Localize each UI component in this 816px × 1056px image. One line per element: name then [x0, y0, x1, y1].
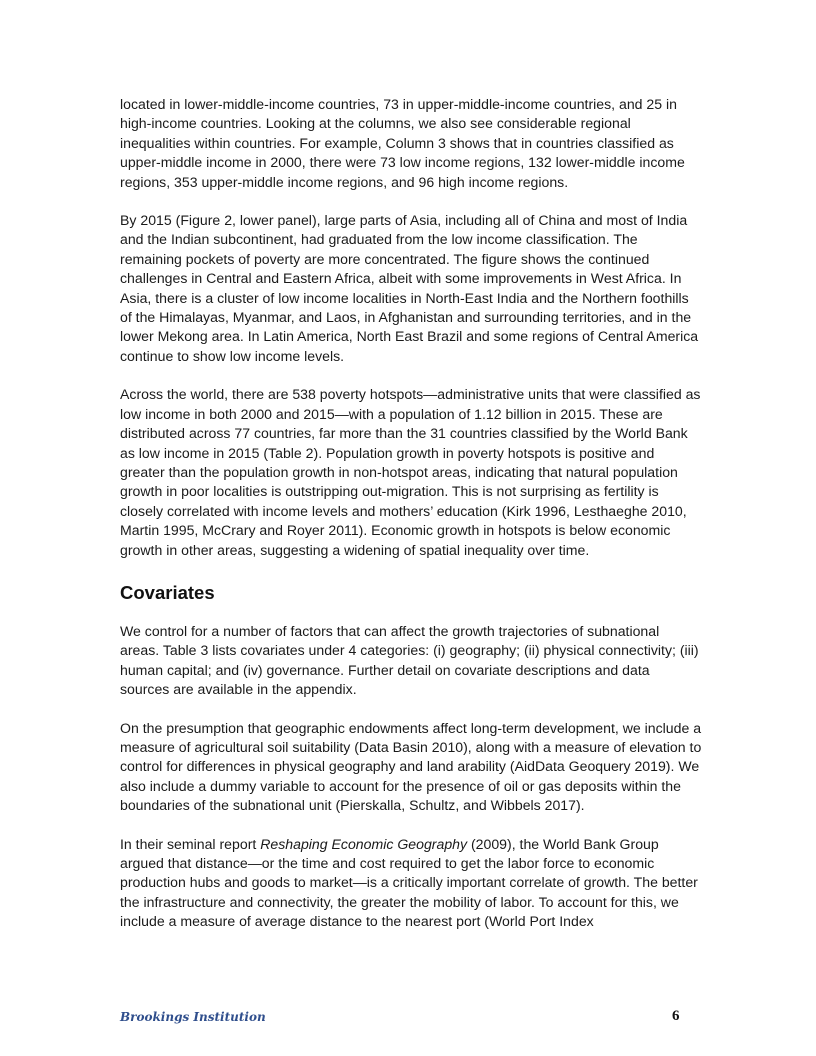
- section-heading-covariates: Covariates: [120, 581, 215, 603]
- report-title: Reshaping Economic Geography: [260, 835, 468, 852]
- paragraph-text-before-title: In their seminal report: [120, 835, 261, 852]
- footer-brand: Brookings Institution: [120, 1010, 266, 1024]
- paragraph-geographic-endowments: On the presumption that geographic endowments affect long-term development, we include a measure of agricultural soil suitability (Data Basin 2010), along with a measure of elevation to control for differences in physical geography and land arability (AidData Geoquery 2019). We also include a dummy variable to account for the presence of oil or gas deposits within the boundaries of the subnational unit (Pierskalla, Schultz, and Wibbels 2017).: [120, 719, 702, 814]
- paragraph-poverty-hotspots: Across the world, there are 538 poverty hotspots—administrative units that were classified as low income in both 2000 and 2015—with a population of 1.12 billion in 2015. These are distributed across 77 countries, far more than the 31 countries classified by the World Bank as low income in 2015 (Table 2). Population growth in poverty hotspots is positive and greater than the population growth in non-hotspot areas, indicating that natural population growth in poor localities is outstripping out-migration. This is not surprising as fertility is closely correlated with income levels and mothers’ education (Kirk 1996, Lesthaeghe 2010, Martin 1995, McCrary and Royer 2011). Economic growth in hotspots is below economic growth in other areas, suggesting a widening of spatial inequality over time.: [120, 386, 701, 558]
- page-number: 6: [672, 1008, 680, 1024]
- paragraph-regional-inequalities: located in lower-middle-income countries, 73 in upper-middle-income countries, and 25 in high-income countries. Looking at the columns, we also see considerable regional inequalities within countries. For example, Column 3 shows that in countries classified as upper-middle income in 2000, there were 73 low income regions, 132 lower-middle income regions, 353 upper-middle income regions, and 96 high income regions.: [120, 96, 685, 190]
- paragraph-text-after-title: (2009), the World Bank Group argued that distance—or the time and cost required to get the labor force to economic production hubs and goods to market—is a critically important correlate of growth. The better the infrastructure and connectivity, the greater the mobility of labor. To account for this, we include a measure of average distance to the nearest port (World Port Index: [120, 835, 698, 930]
- paragraph-covariate-categories: We control for a number of factors that can affect the growth trajectories of subnational areas. Table 3 lists covariates under 4 categories: (i) geography; (ii) physical connectivity; (iii) human capital; and (iv) governance. Further detail on covariate descriptions and data sources are available in the appendix.: [120, 622, 699, 698]
- paragraph-economic-geography: [120, 835, 702, 932]
- page-body: [120, 95, 702, 951]
- paragraph-2015-poverty-map: By 2015 (Figure 2, lower panel), large parts of Asia, including all of China and most of India and the Indian subcontinent, had graduated from the low income classification. The remaining pockets of poverty are more concentrated. The figure shows the continued challenges in Central and Eastern Africa, albeit with some improvements in West Africa. In Asia, there is a cluster of low income localities in North-East India and the Northern foothills of the Himalayas, Myanmar, and Laos, in Afghanistan and surrounding territories, and in the lower Mekong area. In Latin America, North East Brazil and some regions of Central America continue to show low income levels.: [120, 212, 699, 364]
